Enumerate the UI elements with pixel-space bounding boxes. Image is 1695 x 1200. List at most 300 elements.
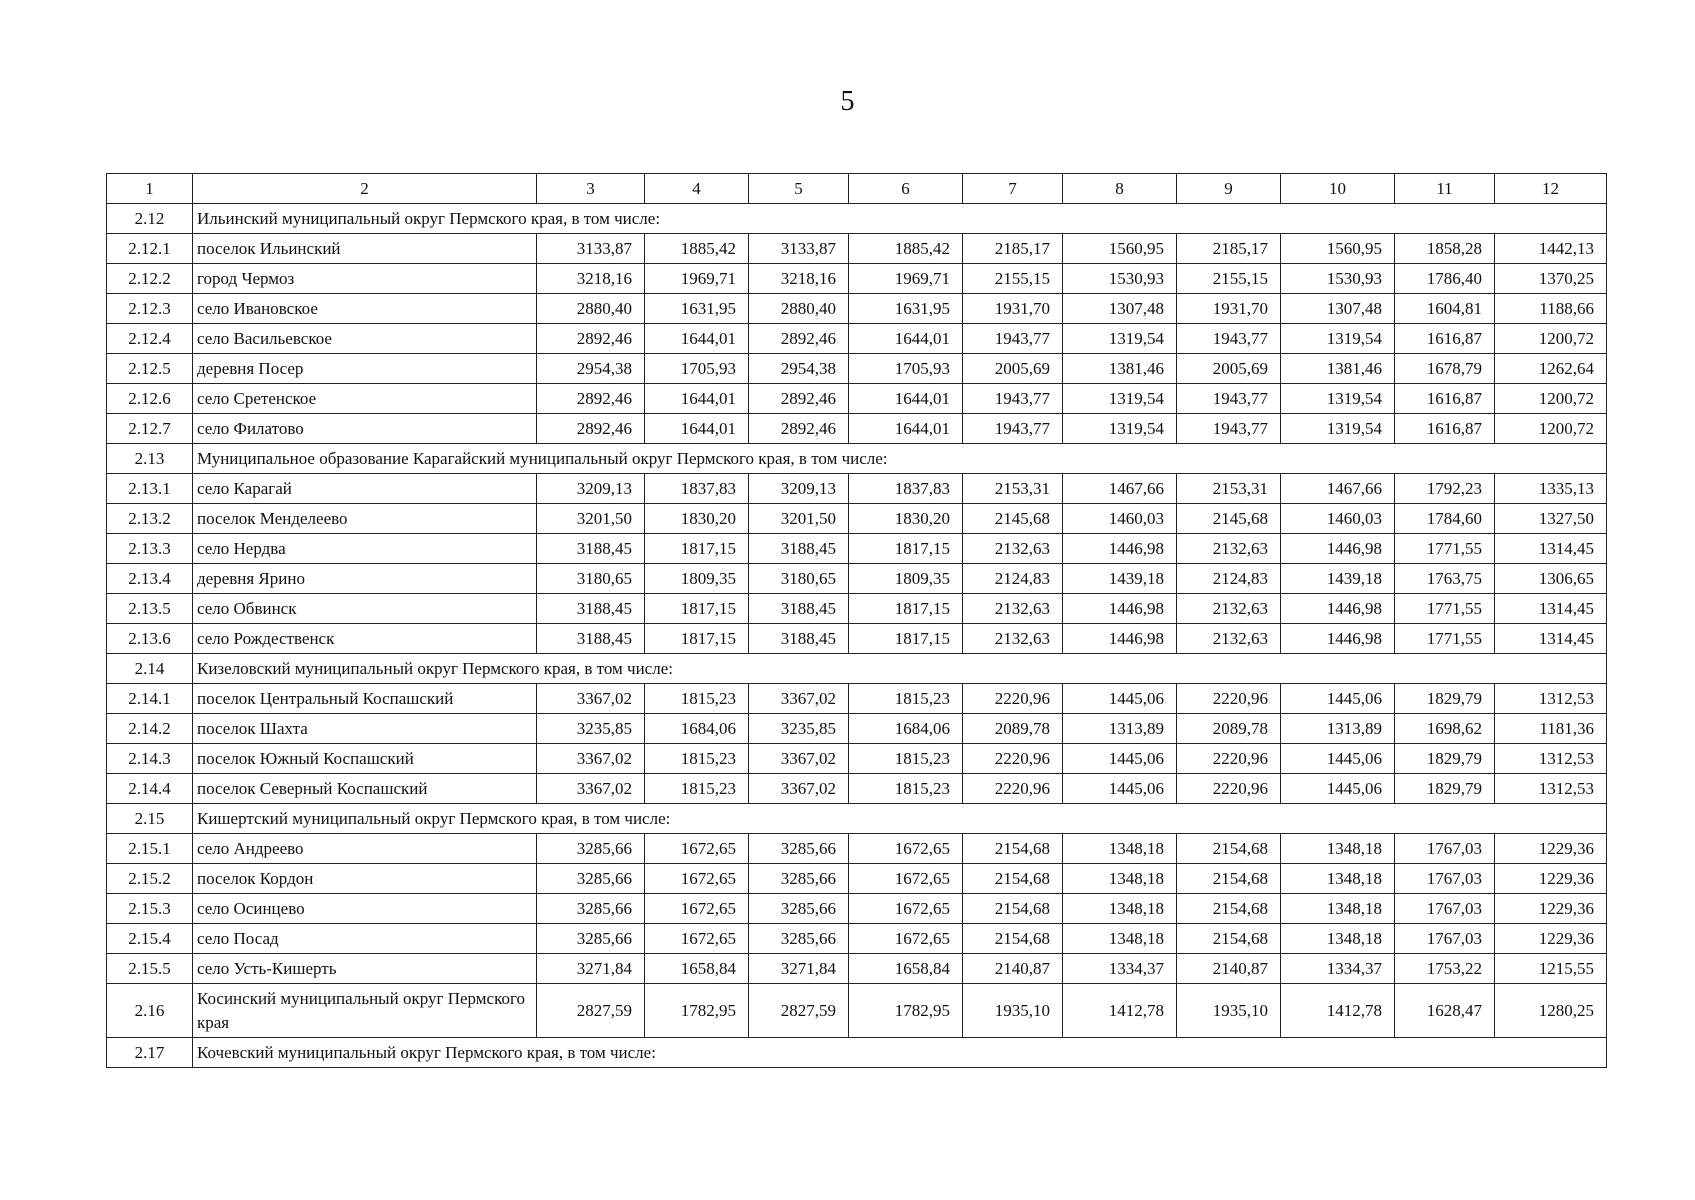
tariff-value: 1188,66 (1495, 294, 1607, 324)
column-header: 3 (537, 174, 645, 204)
tariff-value: 2892,46 (537, 414, 645, 444)
table-row (107, 744, 1607, 774)
tariff-value: 1684,06 (645, 714, 749, 744)
tariff-value: 2124,83 (1177, 564, 1281, 594)
tariff-value: 3285,66 (537, 834, 645, 864)
locality-name: Косинский муниципальный округ Пермского края (193, 984, 537, 1038)
tariff-value: 3285,66 (537, 894, 645, 924)
table-row (107, 624, 1607, 654)
tariff-table (106, 173, 1607, 1068)
tariff-value: 2132,63 (1177, 594, 1281, 624)
tariff-value: 1381,46 (1281, 354, 1395, 384)
tariff-value: 1604,81 (1395, 294, 1495, 324)
tariff-value: 1672,65 (849, 834, 963, 864)
tariff-value: 2154,68 (963, 894, 1063, 924)
tariff-value: 2827,59 (537, 984, 645, 1038)
tariff-value: 2155,15 (963, 264, 1063, 294)
column-header: 11 (1395, 174, 1495, 204)
tariff-value: 2880,40 (749, 294, 849, 324)
table-row (107, 864, 1607, 894)
tariff-value: 1307,48 (1281, 294, 1395, 324)
tariff-value: 1313,89 (1281, 714, 1395, 744)
table-row (107, 924, 1607, 954)
tariff-value: 1530,93 (1063, 264, 1177, 294)
tariff-value: 2132,63 (1177, 624, 1281, 654)
group-title: Кишертский муниципальный округ Пермского края, в том числе: (193, 804, 1607, 834)
column-header: 9 (1177, 174, 1281, 204)
tariff-value: 1786,40 (1395, 264, 1495, 294)
table-row (107, 954, 1607, 984)
tariff-value: 1348,18 (1063, 864, 1177, 894)
tariff-value: 1631,95 (645, 294, 749, 324)
group-row (107, 1038, 1607, 1068)
tariff-value: 1817,15 (645, 594, 749, 624)
tariff-value: 3218,16 (537, 264, 645, 294)
tariff-value: 3218,16 (749, 264, 849, 294)
column-header: 12 (1495, 174, 1607, 204)
tariff-value: 1445,06 (1063, 744, 1177, 774)
table-row (107, 354, 1607, 384)
row-code: 2.14.4 (107, 774, 193, 804)
row-code: 2.15.5 (107, 954, 193, 984)
tariff-value: 1319,54 (1281, 384, 1395, 414)
tariff-value: 1782,95 (849, 984, 963, 1038)
tariff-value: 2185,17 (1177, 234, 1281, 264)
tariff-value: 1319,54 (1063, 324, 1177, 354)
tariff-value: 1815,23 (645, 684, 749, 714)
tariff-value: 1817,15 (849, 594, 963, 624)
tariff-value: 1829,79 (1395, 744, 1495, 774)
table-row (107, 294, 1607, 324)
table-row (107, 894, 1607, 924)
tariff-value: 2954,38 (749, 354, 849, 384)
tariff-value: 1446,98 (1063, 534, 1177, 564)
tariff-value: 1809,35 (645, 564, 749, 594)
tariff-value: 2892,46 (749, 324, 849, 354)
tariff-value: 1969,71 (645, 264, 749, 294)
tariff-value: 1815,23 (645, 744, 749, 774)
tariff-value: 1815,23 (849, 684, 963, 714)
column-header: 2 (193, 174, 537, 204)
row-code: 2.12.2 (107, 264, 193, 294)
tariff-value: 1616,87 (1395, 324, 1495, 354)
column-header: 7 (963, 174, 1063, 204)
tariff-value: 1616,87 (1395, 414, 1495, 444)
tariff-value: 3367,02 (537, 744, 645, 774)
row-code: 2.17 (107, 1038, 193, 1068)
tariff-value: 2220,96 (963, 684, 1063, 714)
row-code: 2.16 (107, 984, 193, 1038)
table-row (107, 534, 1607, 564)
tariff-value: 1829,79 (1395, 774, 1495, 804)
tariff-value: 2185,17 (963, 234, 1063, 264)
tariff-value: 3188,45 (749, 594, 849, 624)
tariff-value: 3188,45 (537, 624, 645, 654)
tariff-value: 1830,20 (645, 504, 749, 534)
tariff-value: 1705,93 (645, 354, 749, 384)
tariff-value: 1460,03 (1281, 504, 1395, 534)
locality-name: поселок Ильинский (193, 234, 537, 264)
locality-name: поселок Южный Коспашский (193, 744, 537, 774)
tariff-value: 2124,83 (963, 564, 1063, 594)
tariff-value: 1530,93 (1281, 264, 1395, 294)
tariff-value: 1837,83 (645, 474, 749, 504)
tariff-value: 1784,60 (1395, 504, 1495, 534)
tariff-value: 1262,64 (1495, 354, 1607, 384)
tariff-value: 1658,84 (849, 954, 963, 984)
tariff-value: 1935,10 (1177, 984, 1281, 1038)
table-row (107, 474, 1607, 504)
tariff-value: 1815,23 (645, 774, 749, 804)
tariff-value: 1644,01 (849, 414, 963, 444)
tariff-value: 1467,66 (1281, 474, 1395, 504)
tariff-value: 3188,45 (537, 594, 645, 624)
locality-name: деревня Посер (193, 354, 537, 384)
tariff-value: 1314,45 (1495, 624, 1607, 654)
table-row (107, 594, 1607, 624)
tariff-value: 2089,78 (1177, 714, 1281, 744)
tariff-value: 1782,95 (645, 984, 749, 1038)
tariff-value: 1412,78 (1281, 984, 1395, 1038)
tariff-value: 3285,66 (749, 834, 849, 864)
tariff-value: 2140,87 (1177, 954, 1281, 984)
tariff-value: 1943,77 (1177, 384, 1281, 414)
tariff-value: 3209,13 (537, 474, 645, 504)
tariff-value: 3285,66 (749, 864, 849, 894)
tariff-value: 3133,87 (749, 234, 849, 264)
row-code: 2.12.6 (107, 384, 193, 414)
tariff-value: 3180,65 (537, 564, 645, 594)
table-row (107, 324, 1607, 354)
tariff-value: 1644,01 (645, 384, 749, 414)
table-row (107, 714, 1607, 744)
locality-name: село Нердва (193, 534, 537, 564)
table-row (107, 774, 1607, 804)
locality-name: поселок Северный Коспашский (193, 774, 537, 804)
tariff-value: 2132,63 (963, 534, 1063, 564)
tariff-value: 1446,98 (1281, 624, 1395, 654)
tariff-value: 1327,50 (1495, 504, 1607, 534)
tariff-value: 1306,65 (1495, 564, 1607, 594)
tariff-value: 2880,40 (537, 294, 645, 324)
row-code: 2.13.4 (107, 564, 193, 594)
locality-name: село Васильевское (193, 324, 537, 354)
tariff-value: 1319,54 (1281, 324, 1395, 354)
tariff-value: 2153,31 (963, 474, 1063, 504)
tariff-value: 1698,62 (1395, 714, 1495, 744)
locality-name: поселок Менделеево (193, 504, 537, 534)
tariff-value: 1817,15 (645, 534, 749, 564)
tariff-value: 2220,96 (1177, 684, 1281, 714)
tariff-value: 3367,02 (749, 684, 849, 714)
tariff-value: 1313,89 (1063, 714, 1177, 744)
tariff-value: 1771,55 (1395, 534, 1495, 564)
tariff-value: 1229,36 (1495, 864, 1607, 894)
locality-name: село Карагай (193, 474, 537, 504)
row-code: 2.12.3 (107, 294, 193, 324)
tariff-value: 1314,45 (1495, 594, 1607, 624)
tariff-value: 1446,98 (1063, 624, 1177, 654)
tariff-value: 1658,84 (645, 954, 749, 984)
row-code: 2.14.2 (107, 714, 193, 744)
tariff-value: 1348,18 (1281, 894, 1395, 924)
tariff-value: 3180,65 (749, 564, 849, 594)
tariff-value: 1348,18 (1063, 924, 1177, 954)
table-row (107, 234, 1607, 264)
tariff-value: 1319,54 (1281, 414, 1395, 444)
tariff-value: 1348,18 (1063, 894, 1177, 924)
locality-name: село Рождественск (193, 624, 537, 654)
tariff-value: 3271,84 (537, 954, 645, 984)
locality-name: село Сретенское (193, 384, 537, 414)
tariff-value: 1348,18 (1281, 864, 1395, 894)
tariff-value: 1885,42 (849, 234, 963, 264)
tariff-value: 1644,01 (849, 384, 963, 414)
tariff-value: 3209,13 (749, 474, 849, 504)
tariff-value: 1370,25 (1495, 264, 1607, 294)
tariff-value: 1672,65 (849, 924, 963, 954)
tariff-value: 3367,02 (749, 744, 849, 774)
tariff-value: 1792,23 (1395, 474, 1495, 504)
tariff-value: 1560,95 (1281, 234, 1395, 264)
row-code: 2.12.1 (107, 234, 193, 264)
tariff-value: 1229,36 (1495, 894, 1607, 924)
tariff-value: 1335,13 (1495, 474, 1607, 504)
tariff-value: 1672,65 (849, 864, 963, 894)
tariff-value: 1312,53 (1495, 744, 1607, 774)
tariff-value: 2089,78 (963, 714, 1063, 744)
tariff-value: 1644,01 (645, 414, 749, 444)
tariff-value: 2154,68 (1177, 894, 1281, 924)
tariff-value: 2220,96 (1177, 744, 1281, 774)
tariff-value: 3367,02 (537, 774, 645, 804)
tariff-value: 2154,68 (963, 924, 1063, 954)
tariff-value: 1672,65 (645, 864, 749, 894)
tariff-value: 1809,35 (849, 564, 963, 594)
table-header-row (107, 174, 1607, 204)
locality-name: поселок Центральный Коспашский (193, 684, 537, 714)
tariff-value: 1381,46 (1063, 354, 1177, 384)
tariff-value: 3188,45 (749, 624, 849, 654)
tariff-value: 1763,75 (1395, 564, 1495, 594)
table-row (107, 984, 1607, 1038)
tariff-value: 2132,63 (963, 594, 1063, 624)
page-number: 5 (840, 86, 855, 117)
group-row (107, 804, 1607, 834)
tariff-value: 1446,98 (1281, 594, 1395, 624)
group-title: Кочевский муниципальный округ Пермского края, в том числе: (193, 1038, 1607, 1068)
tariff-value: 2954,38 (537, 354, 645, 384)
locality-name: село Обвинск (193, 594, 537, 624)
tariff-value: 1969,71 (849, 264, 963, 294)
tariff-value: 1678,79 (1395, 354, 1495, 384)
tariff-value: 1307,48 (1063, 294, 1177, 324)
tariff-value: 1837,83 (849, 474, 963, 504)
table-row (107, 384, 1607, 414)
tariff-value: 1442,13 (1495, 234, 1607, 264)
tariff-value: 1446,98 (1281, 534, 1395, 564)
tariff-value: 1771,55 (1395, 624, 1495, 654)
tariff-value: 3367,02 (537, 684, 645, 714)
row-code: 2.15.2 (107, 864, 193, 894)
tariff-value: 1935,10 (963, 984, 1063, 1038)
tariff-value: 3285,66 (537, 924, 645, 954)
tariff-value: 1229,36 (1495, 924, 1607, 954)
row-code: 2.13 (107, 444, 193, 474)
tariff-value: 1829,79 (1395, 684, 1495, 714)
tariff-value: 1767,03 (1395, 834, 1495, 864)
tariff-value: 2005,69 (1177, 354, 1281, 384)
tariff-value: 1200,72 (1495, 414, 1607, 444)
tariff-value: 1943,77 (1177, 414, 1281, 444)
tariff-value: 1753,22 (1395, 954, 1495, 984)
tariff-value: 2892,46 (537, 384, 645, 414)
tariff-value: 1767,03 (1395, 924, 1495, 954)
locality-name: село Филатово (193, 414, 537, 444)
tariff-value: 3285,66 (749, 924, 849, 954)
table-row (107, 564, 1607, 594)
tariff-value: 1467,66 (1063, 474, 1177, 504)
tariff-value: 1229,36 (1495, 834, 1607, 864)
tariff-value: 1817,15 (849, 624, 963, 654)
row-code: 2.13.3 (107, 534, 193, 564)
row-code: 2.12.7 (107, 414, 193, 444)
locality-name: село Осинцево (193, 894, 537, 924)
tariff-value: 3201,50 (749, 504, 849, 534)
tariff-value: 1644,01 (645, 324, 749, 354)
row-code: 2.13.5 (107, 594, 193, 624)
tariff-value: 1684,06 (849, 714, 963, 744)
tariff-value: 3133,87 (537, 234, 645, 264)
tariff-value: 1334,37 (1281, 954, 1395, 984)
tariff-value: 3201,50 (537, 504, 645, 534)
tariff-value: 1439,18 (1281, 564, 1395, 594)
tariff-value: 1644,01 (849, 324, 963, 354)
tariff-value: 1200,72 (1495, 324, 1607, 354)
tariff-value: 2132,63 (963, 624, 1063, 654)
table-body (107, 204, 1607, 1068)
column-header: 10 (1281, 174, 1395, 204)
tariff-value: 1931,70 (963, 294, 1063, 324)
tariff-value: 2154,68 (963, 834, 1063, 864)
table-row (107, 834, 1607, 864)
table-row (107, 264, 1607, 294)
tariff-value: 1672,65 (645, 894, 749, 924)
tariff-value: 1412,78 (1063, 984, 1177, 1038)
table-row (107, 684, 1607, 714)
tariff-value: 3285,66 (537, 864, 645, 894)
tariff-value: 1858,28 (1395, 234, 1495, 264)
tariff-value: 2827,59 (749, 984, 849, 1038)
column-header: 6 (849, 174, 963, 204)
group-row (107, 204, 1607, 234)
locality-name: село Андреево (193, 834, 537, 864)
locality-name: село Ивановское (193, 294, 537, 324)
tariff-value: 1672,65 (645, 834, 749, 864)
tariff-value: 3235,85 (749, 714, 849, 744)
tariff-value: 1672,65 (645, 924, 749, 954)
tariff-value: 1943,77 (963, 384, 1063, 414)
table-row (107, 504, 1607, 534)
tariff-value: 1628,47 (1395, 984, 1495, 1038)
locality-name: поселок Шахта (193, 714, 537, 744)
tariff-value: 3367,02 (749, 774, 849, 804)
tariff-value: 2154,68 (1177, 834, 1281, 864)
tariff-value: 1830,20 (849, 504, 963, 534)
tariff-value: 1460,03 (1063, 504, 1177, 534)
tariff-value: 1312,53 (1495, 774, 1607, 804)
row-code: 2.14.1 (107, 684, 193, 714)
tariff-value: 3271,84 (749, 954, 849, 984)
row-code: 2.13.1 (107, 474, 193, 504)
row-code: 2.12 (107, 204, 193, 234)
tariff-value: 1181,36 (1495, 714, 1607, 744)
tariff-value: 2005,69 (963, 354, 1063, 384)
tariff-value: 2145,68 (963, 504, 1063, 534)
tariff-value: 1817,15 (645, 624, 749, 654)
tariff-value: 2892,46 (749, 414, 849, 444)
group-title: Кизеловский муниципальный округ Пермского края, в том числе: (193, 654, 1607, 684)
tariff-value: 1215,55 (1495, 954, 1607, 984)
tariff-value: 2220,96 (963, 744, 1063, 774)
tariff-value: 1931,70 (1177, 294, 1281, 324)
group-row (107, 444, 1607, 474)
row-code: 2.13.2 (107, 504, 193, 534)
locality-name: деревня Ярино (193, 564, 537, 594)
column-header: 5 (749, 174, 849, 204)
tariff-value: 1445,06 (1281, 744, 1395, 774)
tariff-value: 1815,23 (849, 744, 963, 774)
tariff-value: 2140,87 (963, 954, 1063, 984)
tariff-value: 2220,96 (963, 774, 1063, 804)
tariff-value: 1943,77 (963, 324, 1063, 354)
tariff-value: 1445,06 (1063, 774, 1177, 804)
column-header: 4 (645, 174, 749, 204)
tariff-value: 3188,45 (749, 534, 849, 564)
tariff-value: 2145,68 (1177, 504, 1281, 534)
tariff-value: 1616,87 (1395, 384, 1495, 414)
tariff-value: 1439,18 (1063, 564, 1177, 594)
tariff-value: 2132,63 (1177, 534, 1281, 564)
tariff-value: 1560,95 (1063, 234, 1177, 264)
tariff-value: 1445,06 (1281, 774, 1395, 804)
tariff-value: 2153,31 (1177, 474, 1281, 504)
tariff-value: 1348,18 (1281, 924, 1395, 954)
tariff-value: 1446,98 (1063, 594, 1177, 624)
tariff-value: 1445,06 (1281, 684, 1395, 714)
tariff-value: 1767,03 (1395, 864, 1495, 894)
tariff-value: 1771,55 (1395, 594, 1495, 624)
tariff-value: 2892,46 (537, 324, 645, 354)
tariff-value: 1348,18 (1281, 834, 1395, 864)
tariff-value: 1314,45 (1495, 534, 1607, 564)
tariff-value: 2154,68 (1177, 924, 1281, 954)
row-code: 2.15 (107, 804, 193, 834)
tariff-value: 1705,93 (849, 354, 963, 384)
tariff-value: 1348,18 (1063, 834, 1177, 864)
row-code: 2.12.4 (107, 324, 193, 354)
tariff-value: 1319,54 (1063, 414, 1177, 444)
group-row (107, 654, 1607, 684)
tariff-value: 2154,68 (963, 864, 1063, 894)
tariff-value: 3285,66 (749, 894, 849, 924)
tariff-value: 1631,95 (849, 294, 963, 324)
row-code: 2.13.6 (107, 624, 193, 654)
tariff-value: 2155,15 (1177, 264, 1281, 294)
row-code: 2.12.5 (107, 354, 193, 384)
tariff-value: 1885,42 (645, 234, 749, 264)
locality-name: село Посад (193, 924, 537, 954)
